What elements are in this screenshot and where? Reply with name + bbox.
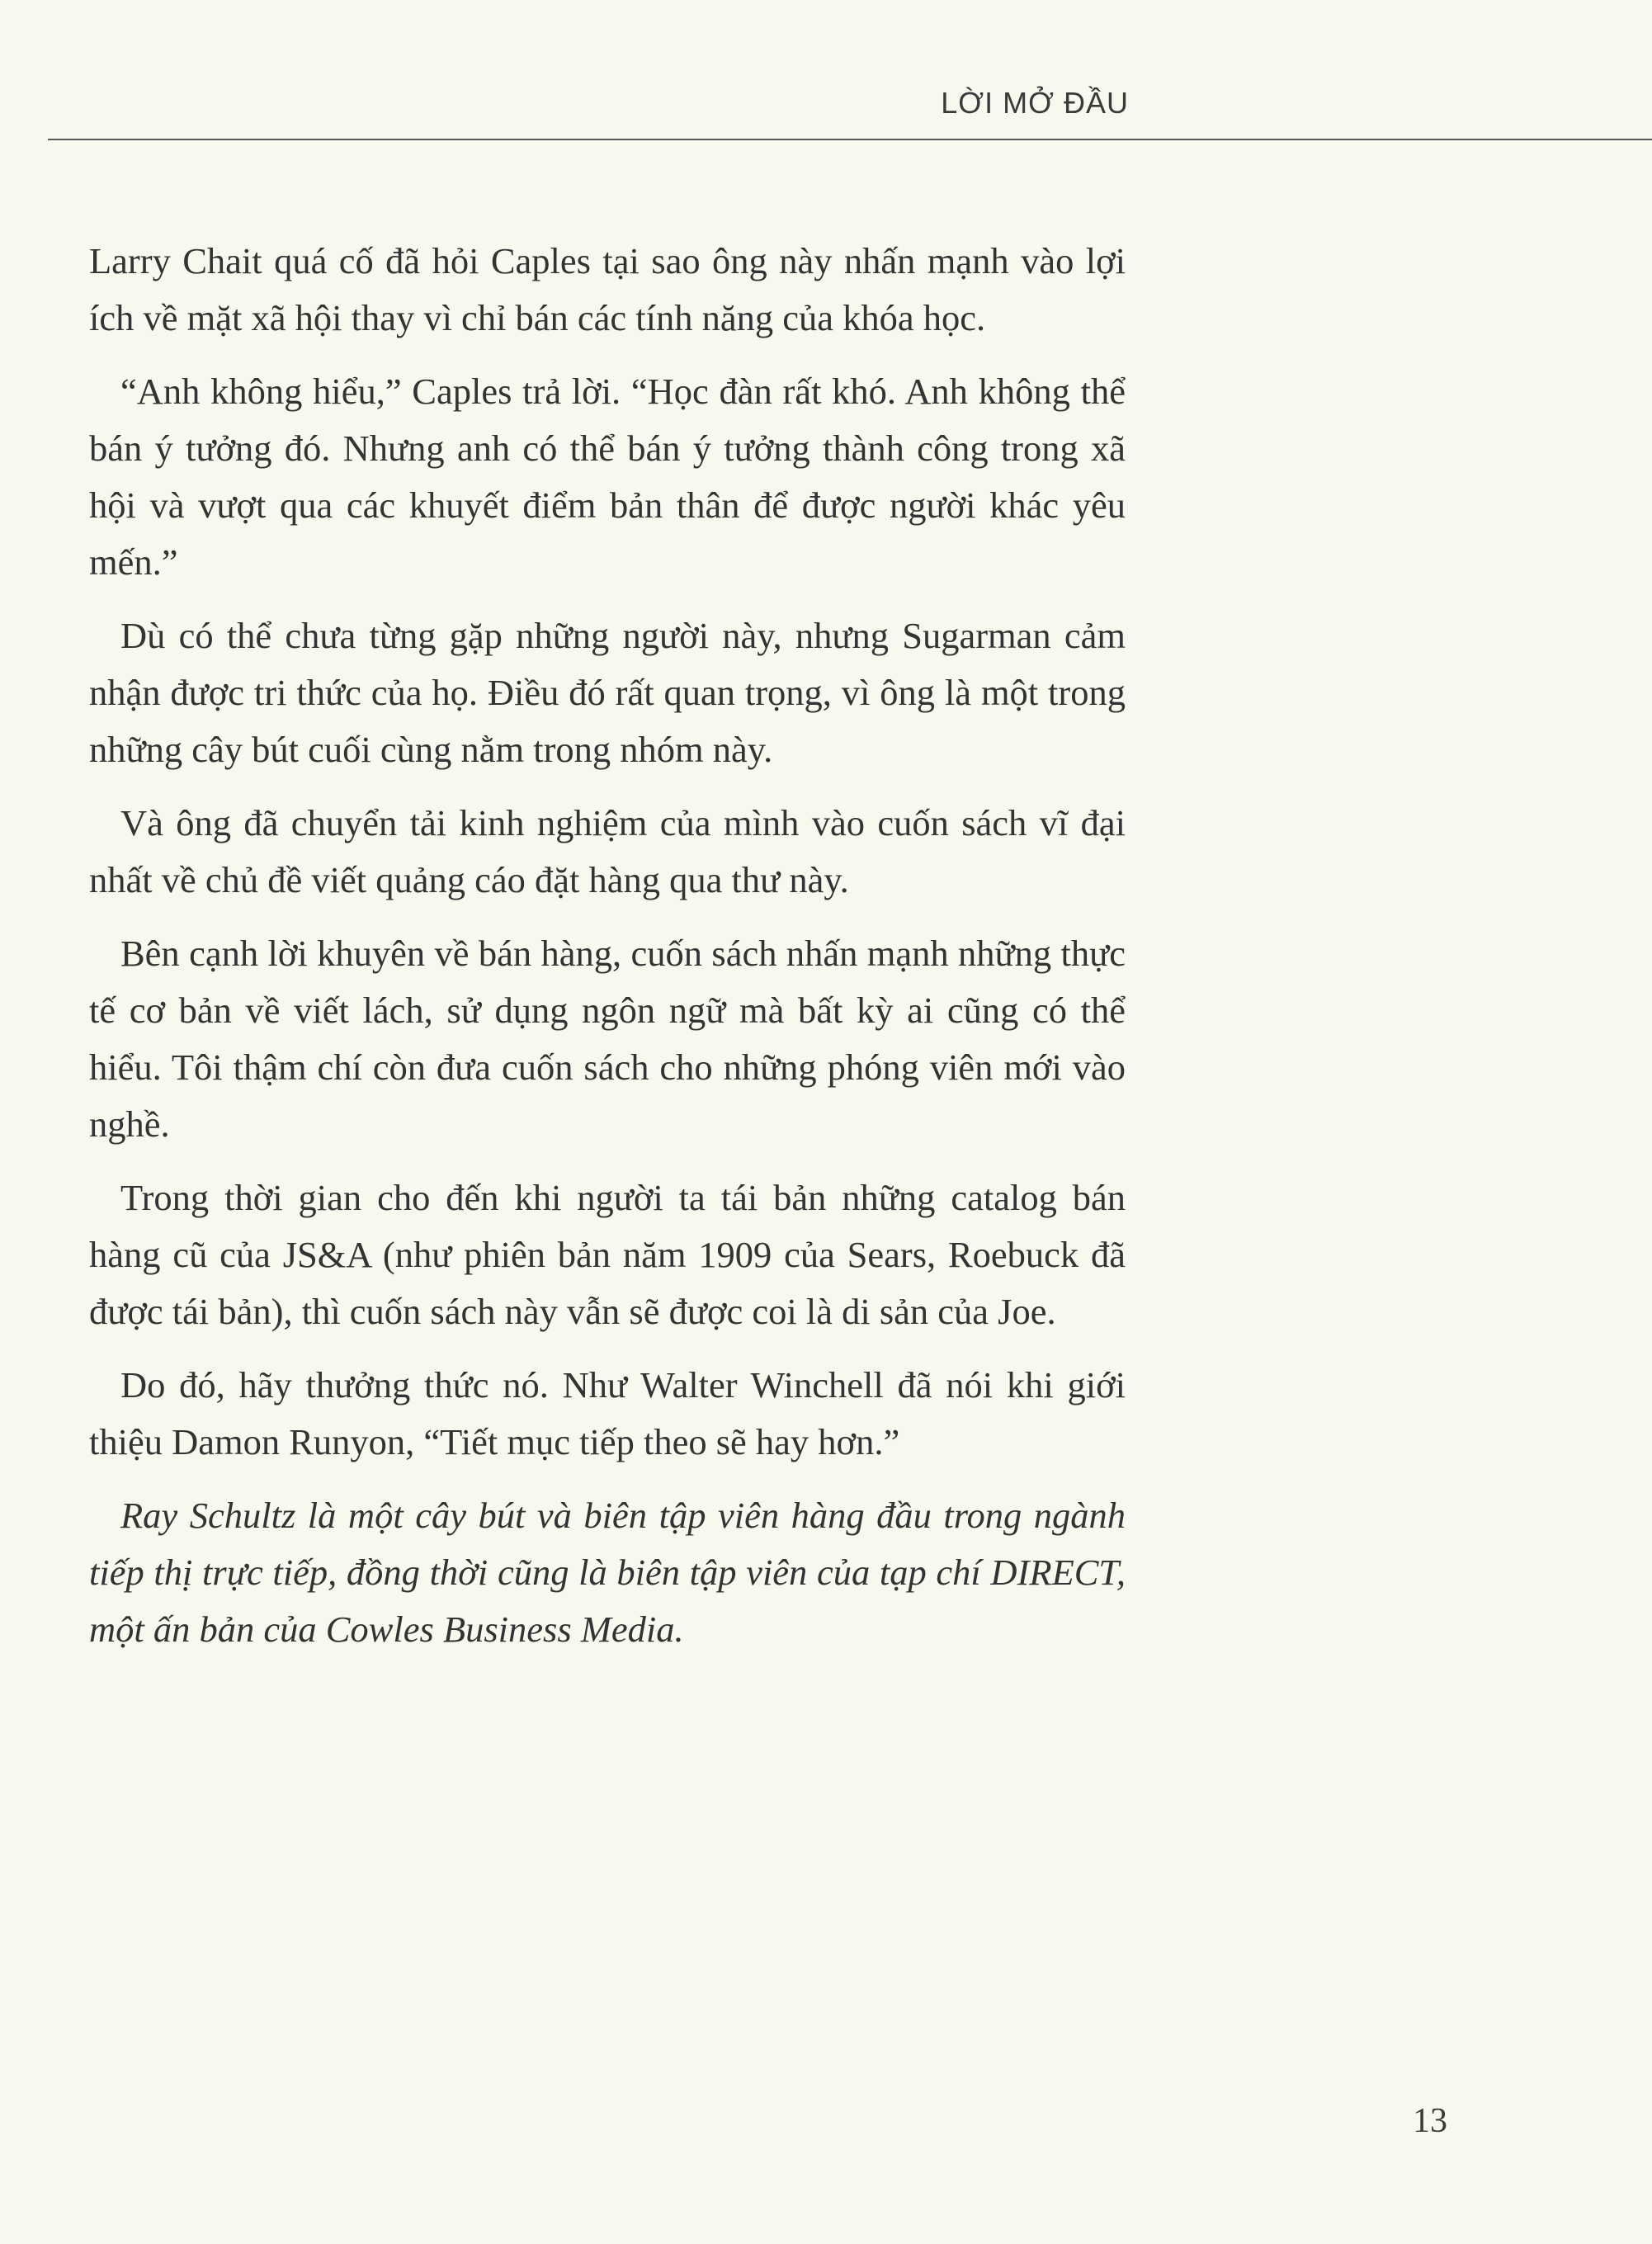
paragraph: Bên cạnh lời khuyên về bán hàng, cuốn sách nhấn mạnh những thực tế cơ bản về viết lách, sử dụng ngôn ngữ mà bất kỳ ai cũng có thể hiểu. Tôi thậm chí còn đưa cuốn sách cho những phóng viên mới vào nghề. (89, 933, 1126, 1145)
header-rule (48, 139, 1652, 140)
paragraph: Do đó, hãy thưởng thức nó. Như Walter Winchell đã nói khi giới thiệu Damon Runyon, “Tiết mục tiếp theo sẽ hay hơn.” (89, 1364, 1126, 1462)
author-note: Ray Schultz là một cây bút và biên tập viên hàng đầu trong ngành tiếp thị trực tiếp, đồng thời cũng là biên tập viên của tạp chí DIRECT, một ấn bản của Cowles Business Media. (89, 1495, 1126, 1650)
running-header: LỜI MỞ ĐẦU (941, 86, 1129, 120)
paragraph: Larry Chait quá cố đã hỏi Caples tại sao ông này nhấn mạnh vào lợi ích về mặt xã hội thay vì chỉ bán các tính năng của khóa học. (89, 240, 1126, 338)
paragraph: “Anh không hiểu,” Caples trả lời. “Học đàn rất khó. Anh không thể bán ý tưởng đó. Nhưng anh có thể bán ý tưởng thành công trong xã hội và vượt qua các khuyết điểm bản thân để được người khác yêu mến.” (89, 371, 1126, 583)
paragraph: Dù có thể chưa từng gặp những người này, nhưng Sugarman cảm nhận được tri thức của họ. Điều đó rất quan trọng, vì ông là một trong những cây bút cuối cùng nằm trong nhóm này. (89, 615, 1126, 770)
page-number: 13 (1413, 2102, 1447, 2140)
paragraph: Trong thời gian cho đến khi người ta tái bản những catalog bán hàng cũ của JS&A (như phiên bản năm 1909 của Sears, Roebuck đã được tái bản), thì cuốn sách này vẫn sẽ được coi là di sản của Joe. (89, 1177, 1126, 1332)
page-body (89, 233, 1126, 1675)
paragraph: Và ông đã chuyển tải kinh nghiệm của mình vào cuốn sách vĩ đại nhất về chủ đề viết quảng cáo đặt hàng qua thư này. (89, 802, 1126, 900)
